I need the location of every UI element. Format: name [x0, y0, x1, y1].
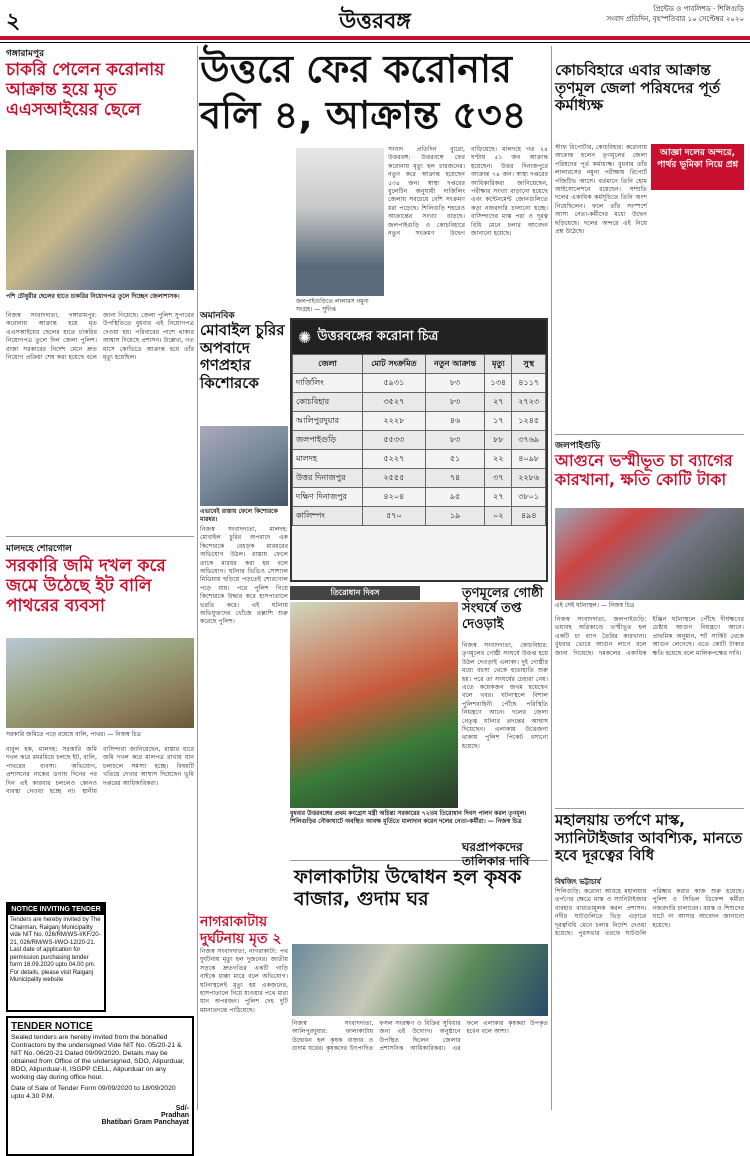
- corona-table-row: [293, 431, 546, 450]
- tender-notice-box: [6, 902, 106, 1012]
- virus-icon: ✺: [298, 327, 312, 347]
- right-story2-headline: আগুনে ভস্মীভূত চা ব্যাগের কারখানা, ক্ষতি কোটি টাকা: [555, 451, 733, 489]
- right-story2-kicker: জলপাইগুড়ি: [555, 441, 601, 451]
- value-cell: ৮৩: [425, 374, 484, 393]
- value-cell: ২৭: [485, 393, 512, 412]
- clash-headline: তৃণমূলের গোষ্ঠী সংঘর্ষে তপ্ত দেওড়াই: [462, 586, 544, 632]
- story2-body-cont: [110, 902, 194, 1012]
- masthead: উত্তরবঙ্গ: [339, 9, 411, 34]
- left-column: [6, 46, 194, 1126]
- right-story1-body-cont: [651, 194, 744, 424]
- value-cell: ৮৩: [425, 431, 484, 450]
- corona-table-row: [293, 393, 546, 412]
- right-story4: [462, 840, 548, 1106]
- right-story1-box: আজ্ঞা দলের অন্দরে, পার্থর ভূমিকা নিয়ে প্রশ্ন: [651, 144, 744, 190]
- corona-table-header: [292, 320, 546, 354]
- right-story1-headline: কোচবিহারে এবার আক্রান্ত তৃণমূল জেলা পরিষদের পূর্ত কর্মাধ্যক্ষ: [555, 61, 721, 115]
- divider: [555, 434, 744, 435]
- value-cell: ৫৫৩৩: [362, 431, 425, 450]
- corona-table-head-row: [293, 355, 546, 374]
- col-header: নতুন আক্রান্ত: [425, 355, 484, 374]
- col-header: মোট সংক্রমিত: [362, 355, 425, 374]
- corona-table-row: [293, 507, 546, 526]
- column-divider: [197, 46, 198, 1110]
- district-cell: মালদহ: [293, 450, 363, 469]
- story2-caption: সরকারি জমিতে পড়ে রয়েছে বালি, পাথর। — নিজস্ব চিত্র: [6, 731, 141, 738]
- district-cell: কালিম্পং: [293, 507, 363, 526]
- value-cell: ২৭: [485, 488, 512, 507]
- district-cell: উত্তর দিনাজপুর: [293, 469, 363, 488]
- col-header: মৃত্যু: [485, 355, 512, 374]
- corona-table-row: [293, 450, 546, 469]
- corona-table-row: [293, 412, 546, 431]
- right-story2-photo: [555, 508, 744, 600]
- mobile-photo: [200, 426, 288, 506]
- value-cell: ৪০৯৮: [512, 450, 546, 469]
- right-story2-caption: এই সেই ঘটনাস্থল। — নিজস্ব চিত্র: [555, 602, 635, 609]
- header-date: সংবাদ প্রতিদিন, বৃহস্পতিবার ১০ সেপ্টেম্বর ২০২০: [606, 15, 744, 23]
- value-cell: ৩৮০১: [512, 488, 546, 507]
- lead-body: সংবাদ প্রতিদিন ব্যুরো, উত্তরবঙ্গ: উত্তরবঙ্গে ফের করোনায় মৃত্যু হল চারজনের। নতুন করে আক্রান্ত হয়েছেন ৫৩৪ জন। স্বাস্থ্য দপ্তরের বুলেটিন অনুযায়ী দার্জিলিং জেলায় সবচেয়ে বেশি সংক্রমণ ধরা পড়েছে। শিলিগুড়ি শহরেও আক্রান্তের সংখ্যা বাড়ছে। জলপাইগুড়ি ও কোচবিহারে নতুন সংক্রমণ উদ্বেগ বাড়িয়েছে। মালদহে গত ২৪ ঘণ্টায় ৫১ জন আক্রান্ত হয়েছেন। উত্তর দিনাজপুরে আক্রান্ত ৭৪ জন। স্বাস্থ্য দপ্তরের আধিকারিকরা জানিয়েছেন, পরীক্ষার সংখ্যা বাড়ানো হয়েছে এবং কন্টেনমেন্ট জোনগুলিতে কড়া নজরদারি চালানো হচ্ছে। বাসিন্দাদের মাস্ক পরা ও দূরত্ব বিধি মেনে চলার আবেদন জানানো হয়েছে।: [388, 146, 548, 238]
- statue-caption: বুধবার উত্তরবঙ্গের প্রথম কংগ্রেস মন্ত্রী অচিন্ত্য সরকারের ৭২তম তিরোধান দিবস পালন করল তৃণমূল। শিলিগুড়ির নৌকাঘাটে অবস্থিত আবক্ষ মূর্তিতে মাল্যদান করেন দলের নেতা-কর্মীরা। — নিজস্ব চিত্র: [290, 810, 527, 825]
- value-cell: ৮৮: [485, 431, 512, 450]
- lead-photo-caption: জলপাইগুড়িতে লালারস নমুনা সংগ্রহ। — সুদীপ্ত: [296, 298, 369, 313]
- lead-headline: উত্তরে ফের করোনার বলি ৪, আক্রান্ত ৫৩৪: [200, 47, 527, 137]
- value-cell: ৪৯৪: [512, 507, 546, 526]
- right-story3-headline: মহালয়ায় তর্পণে মাস্ক, স্যানিটাইজার আবশ্যিক, মানতে হবে দূরত্বের বিধি: [555, 811, 743, 865]
- mobile-headline: মোবাইল চুরির অপবাদে গণপ্রহার কিশোরকে: [200, 321, 285, 393]
- falakata-body: নিজস্ব সংবাদদাতা, আলিপুরদুয়ার: ফালাকাটায় উদ্বোধন হল কৃষক বাজার ও গুদাম ঘরের। কৃষকদের উৎপাদিত ফসল সংরক্ষণ ও বিক্রির সুবিধার জন্য এই উদ্যোগ। অনুষ্ঠানে উপস্থিত ছিলেন জেলার প্রশাসনিক আধিকারিকরা। এর ফলে এলাকার কৃষকরা উপকৃত হবেন বলে আশা।: [292, 1020, 548, 1053]
- right-story2-body: নিজস্ব সংবাদদাতা, জলপাইগুড়ি: ভয়াবহ অগ্নিকাণ্ডে ভস্মীভূত হল একটি চা ব্যাগ তৈরির কারখানা। বুধবার ভোরে আগুন লাগে বলে জানা গিয়েছে। দমকলের একাধিক ইঞ্জিন ঘটনাস্থলে পৌঁছে দীর্ঘক্ষণের চেষ্টায় আগুন নিয়ন্ত্রণে আনে। প্রাথমিক অনুমান, শর্ট সার্কিট থেকে আগুন লেগেছে। এতে কোটি টাকার ক্ষতি হয়েছে বলে মালিকপক্ষের দাবি।: [555, 616, 744, 657]
- value-cell: ১২৪৫: [512, 412, 546, 431]
- divider: [555, 808, 744, 809]
- value-cell: ২২: [485, 450, 512, 469]
- value-cell: ২২৮৬: [512, 469, 546, 488]
- tender-notice-2-sign: Sd/-: [175, 1105, 189, 1112]
- story1-caption: পশি চৌধুরীর ছেলের হাতে চাকরির নিয়োগপত্র তুলে দিচ্ছেন জেলাশাসক।: [6, 293, 180, 300]
- value-cell: ৩৭৬৯: [512, 431, 546, 450]
- right-story3-body: শিলিগুড়ি: করোনা আবহে মহালয়ায় তর্পণের ক্ষেত্রে মাস্ক ও স্যানিটাইজার ব্যবহার বাধ্যতামূলক করল প্রশাসন। নদীর ঘাটগুলিতে ভিড় এড়াতে দূরত্ববিধি মেনে চলার নির্দেশ দেওয়া হয়েছে। পুরসভার তরফে ঘাটগুলি পরিষ্কার করার কাজ শুরু হয়েছে। পুলিশ ও সিভিল ডিফেন্স কর্মীরা নজরদারি চালাবেন। বয়স্ক ও শিশুদের ঘাটে না আসার আবেদন জানানো হয়েছে।: [555, 888, 744, 938]
- page-number: ২: [6, 9, 21, 34]
- header-rule: [0, 36, 750, 40]
- value-cell: ৫৭০: [362, 507, 425, 526]
- value-cell: ৭৪: [425, 469, 484, 488]
- lead-body-left: [200, 146, 292, 272]
- value-cell: ৫২২৭: [362, 450, 425, 469]
- mobile-kicker: অমানবিক: [200, 311, 235, 321]
- corona-table: [292, 354, 546, 526]
- corona-table-row: [293, 469, 546, 488]
- right-column: [555, 46, 744, 1110]
- value-cell: ৮৩: [425, 393, 484, 412]
- nagrakata-headline: নাগরাকাটায় দুর্ঘটনায় মৃত ২: [200, 914, 282, 947]
- col-header: জেলা: [293, 355, 363, 374]
- story2-headline: সরকারি জমি দখল করে জমে উঠেছে ইট বালি পাথরের ব্যবসা: [6, 556, 166, 617]
- district-cell: দার্জিলিং: [293, 374, 363, 393]
- right-story1-body: স্টাফ রিপোর্টার, কোচবিহার: করোনায় আক্রান্ত হলেন তৃণমূলের জেলা পরিষদের পূর্ত কর্মাধ্যক্ষ। বুধবার তাঁর লালারসের নমুনা পরীক্ষায় রিপোর্ট পজিটিভ আসে। বর্তমানে তিনি হোম আইসোলেশনে রয়েছেন। সম্প্রতি দলের একাধিক কর্মসূচিতে তিনি অংশ নিয়েছিলেন। ফলে তাঁর সংস্পর্শে আসা নেতা-কর্মীদের মধ্যে উদ্বেগ ছড়িয়েছে। দলের অন্দরে এই নিয়ে প্রশ্ন উঠেছে।: [555, 144, 647, 236]
- tender-notice-body: Tenders are hereby invited by The Chairman, Raiganj Municipality vide NIT No. 026/RM/WS-I/KF/20-21, 026/RM/WS-I/WO-12/20-21. Last date of application for permission purchasing tender form 16.09.2020 upto 04.00 pm. For details, please visit Raiganj Municipality website: [10, 917, 101, 983]
- tender-notice-2-title: TENDER NOTICE: [11, 1021, 93, 1032]
- tender-notice-2: [6, 1016, 194, 1156]
- nagrakata-body: নিজস্ব সংবাদদাতা, নাগরাকাটা: পথ দুর্ঘটনায় মৃত্যু হল দুজনের। জাতীয় সড়কে দ্রুতগতির একটি গাড়ি বাইকে ধাক্কা মারে বলে অভিযোগ। ঘটনাস্থলেই মৃত্যু হয় একজনের, হাসপাতালে নিয়ে যাওয়ার পথে মারা যান অপরজন। পুলিশ দেহ দুটি ময়নাতদন্তে পাঠিয়েছে।: [200, 948, 288, 1014]
- story2-photo: [6, 638, 194, 728]
- corona-table-row: [293, 374, 546, 393]
- value-cell: ৩৫২৭: [362, 393, 425, 412]
- value-cell: ১৩৪: [485, 374, 512, 393]
- value-cell: ৯৫: [425, 488, 484, 507]
- header-info: [524, 4, 744, 24]
- statue-photo: [290, 602, 458, 808]
- value-cell: ০২: [485, 507, 512, 526]
- district-cell: আলিপুরদুয়ার: [293, 412, 363, 431]
- header-rule-thin: [0, 42, 750, 43]
- mobile-caption: এভাবেই রাস্তায় ফেলে কিশোরকে মারধর।: [200, 508, 278, 523]
- value-cell: ৫১: [425, 450, 484, 469]
- value-cell: ৪৬: [425, 412, 484, 431]
- col-header: সুস্থ: [512, 355, 546, 374]
- value-cell: ১৯: [425, 507, 484, 526]
- divider: [6, 536, 194, 537]
- value-cell: ২৭২৩: [512, 393, 546, 412]
- corona-table-box: [290, 318, 548, 582]
- value-cell: ৩৭: [485, 469, 512, 488]
- lead-photo: [296, 148, 384, 296]
- district-cell: কোচবিহার: [293, 393, 363, 412]
- district-cell: দক্ষিণ দিনাজপুর: [293, 488, 363, 507]
- corona-table-row: [293, 488, 546, 507]
- story1-photo: [6, 150, 194, 290]
- tender-notice-2-signer: Pradhan: [160, 1112, 189, 1119]
- value-cell: ১৭: [485, 412, 512, 431]
- story1-kicker: গঙ্গারামপুর: [6, 49, 45, 59]
- statue-label: তিরোধান দিবস: [290, 586, 420, 600]
- header-publisher: প্রিন্টেড ও পাবলিশড · শিলিগুড়ি: [653, 5, 744, 13]
- right-story3-byline: বিশ্বজিৎ ভট্টাচার্য: [555, 878, 601, 886]
- story2-body: বাবুল হক, মালদহ: সরকারি জমি দখল করে রমরমিয়ে চলছে ইট, বালি, পাথরের ব্যবসা। অভিযোগ, প্রশাসনের নাকের ডগায় দিনের পর দিন এই কারবার চললেও কোনও ব্যবস্থা নেওয়া হচ্ছে না। স্থানীয় বাসিন্দারা জানিয়েছেন, রাস্তার ধারে জমি দখল করে মালপত্র রাখায় যান চলাচলে সমস্যা হচ্ছে। বিষয়টি খতিয়ে দেখার আশ্বাস দিয়েছেন ভূমি দপ্তরের আধিকারিকরা।: [6, 746, 194, 796]
- tender-notice-2-body: Sealed tenders are hereby invited from the bonafied Contractors by the undersigned Vide NIT No. 05/20-21 & NIT No. 06/20-21 Dated 09/09/2020. Details may be obtained from Office of the undersigned, SDO, Alipurduar, BDO, Alipurduar-II, ISGPP CELL, Alipurduar on any working day during office hour.: [11, 1034, 185, 1081]
- value-cell: ৫৯৩১: [362, 374, 425, 393]
- story1-headline: চাকরি পেলেন করোনায় আক্রান্ত হয়ে মৃত এএসআইয়ের ছেলে: [6, 60, 165, 121]
- value-cell: ৪২০৪: [362, 488, 425, 507]
- tender-notice-2-office: Bhatibari Gram Panchayat: [101, 1119, 189, 1126]
- tender-notice-title: NOTICE INVITING TENDER: [8, 904, 104, 915]
- story1-body: নিজস্ব সংবাদদাতা, গঙ্গারামপুর: করোনায় আক্রান্ত হয়ে মৃত এএসআইয়ের ছেলের হাতে চাকরির নিয়োগপত্র তুলে দিল জেলা পুলিশ। রাজ্য সরকারের নির্দেশ মেনে দ্রুত নিয়োগ প্রক্রিয়া শেষ করা হয়েছে বলে জানা গিয়েছে। জেলা পুলিশ সুপারের উপস্থিতিতে বুধবার এই নিয়োগপত্র দেওয়া হয়। পরিবারের পাশে থাকার আশ্বাস দিয়েছে প্রশাসন। উল্লেখ্য, গত মাসে কোভিডে আক্রান্ত হয়ে তাঁর মৃত্যু হয়েছিল।: [6, 312, 194, 362]
- corona-table-title: উত্তরবঙ্গের করোনা চিত্র: [317, 328, 439, 344]
- falakata-headline: ফালাকাটায় উদ্বোধন হল কৃষক বাজার, গুদাম ঘর: [294, 866, 522, 911]
- mobile-body: নিজস্ব সংবাদদাতা, মালদহ: মোবাইল চুরির অপবাদে এক কিশোরকে বেধড়ক মারধরের অভিযোগ উঠল। রাস্তায় ফেলে তাকে মারধর করা হয় বলে অভিযোগ। ঘটনার ভিডিও সোশ্যাল মিডিয়ায় ছড়িয়ে পড়তেই শোরগোল পড়ে যায়। পরে পুলিশ গিয়ে কিশোরকে উদ্ধার করে হাসপাতালে ভরতি করে। এই ঘটনায় অভিযুক্তদের খোঁজে তল্লাশি শুরু করেছে পুলিশ।: [200, 526, 288, 626]
- story2-kicker: মালদহে শোরগোল: [6, 544, 72, 554]
- value-cell: ২৫৫৫: [362, 469, 425, 488]
- district-cell: জলপাইগুড়ি: [293, 431, 363, 450]
- value-cell: ৪১১৭: [512, 374, 546, 393]
- clash-body: নিজস্ব সংবাদদাতা, কোচবিহার: তৃণমূলের গোষ্ঠী সংঘর্ষে উত্তপ্ত হয়ে উঠল দেওড়াই এলাকা। দুই গোষ্ঠীর মধ্যে বচসা থেকে হাতাহাতি শুরু হয়। পরে তা সংঘর্ষের চেহারা নেয়। এতে কয়েকজন জখম হয়েছেন বলে খবর। ঘটনাস্থলে বিশাল পুলিশবাহিনী পৌঁছে পরিস্থিতি নিয়ন্ত্রণে আনে। দলের জেলা নেতৃত্ব ঘটনার তদন্তের আশ্বাস দিয়েছেন। এলাকায় উত্তেজনা থাকায় পুলিশ পিকেট বসানো হয়েছে।: [462, 642, 548, 750]
- value-cell: ২২২৮: [362, 412, 425, 431]
- column-divider: [551, 46, 552, 1110]
- tender-notice-2-sale: Date of Sale of Tender Form 09/09/2020 to 18/09/2020 upto 4.30 P.M.: [11, 1085, 176, 1100]
- right-story4-headline: ঘরপ্রাপকদের তালিকার দাবি: [462, 840, 530, 869]
